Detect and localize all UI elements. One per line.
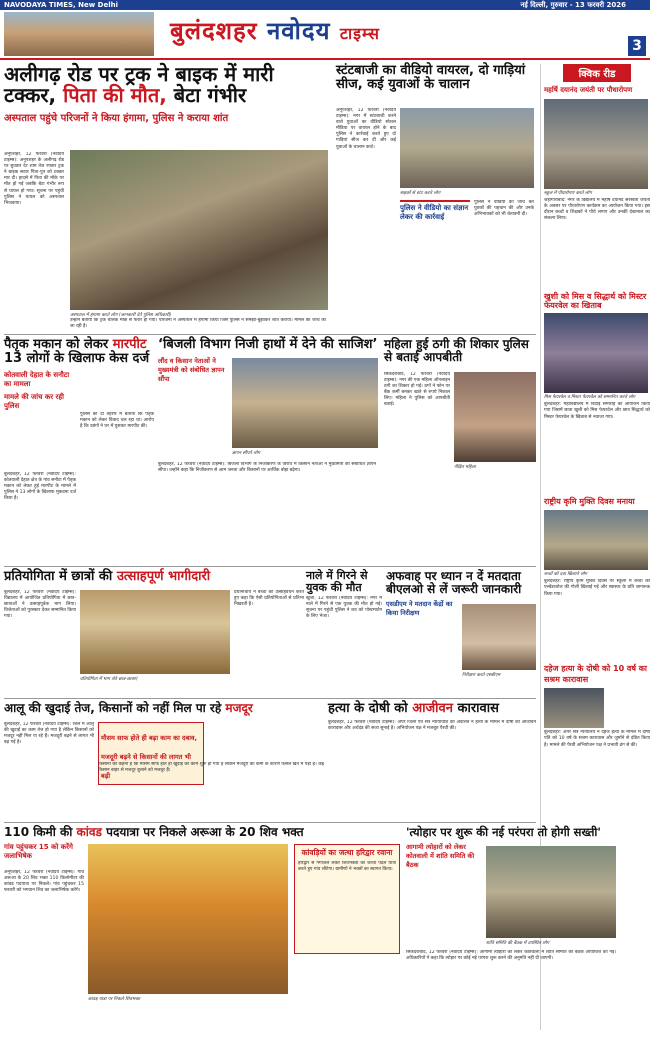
story11-body: अनूपशहर, 12 फरवरी (नवोदय टाइम्स): गांव अरूआ के 20 शिव भक्त 110 किलोमीटर की कांवड पदयात्रा पर निकले। गांव पहुंचकर 15 फरवरी को भगवान शिव का जलाभिषेक करेंगे।	[4, 870, 84, 894]
sidebar-headline2: खुशी को मिस व सिद्धार्थ को मिस्टर फेयरवेल का खिताब	[544, 292, 647, 311]
story-kanwar-yatra	[4, 826, 402, 1036]
sidebar-photo1	[544, 99, 648, 189]
story6-body-2: प्रधानाचार्य ने बच्चों का उत्साहवर्धन करते हुए कहा कि ऐसी प्रतियोगिताओं से प्रतिभा निखरती है।	[234, 590, 304, 608]
story12-headline: 'त्योहार पर शुरू की नई परंपरा तो होगी सख्ती'	[406, 825, 601, 839]
story6-headline-a: प्रतियोगिता में छात्रों की	[4, 569, 113, 584]
story6-caption: प्रतियोगिता में भाग लेते छात्र-छात्राएं	[80, 677, 138, 682]
story4-headline: ‘बिजली विभाग निजी हाथों में देने की साजिश’	[158, 337, 378, 352]
title-brand: नवोदय	[266, 17, 331, 45]
story-student-competition	[4, 570, 304, 696]
story4-caption: ज्ञापन सौंपते लोग	[232, 451, 261, 456]
story2-headline: स्टंटबाजी का वीडियो वायरल, दो गाड़ियां सीज, कई युवाओं के चालान	[336, 63, 526, 92]
story-stunt-video	[336, 64, 534, 334]
story-life-imprisonment	[328, 702, 536, 820]
sidebar-photo4	[544, 688, 604, 728]
story1-photo	[70, 150, 328, 310]
story3-bullet1: कोतवाली देहात के सनौटा का मामला	[4, 371, 70, 389]
story8-sub: एसडीएम ने मतदान केंद्रों का किया निरीक्षण	[386, 600, 453, 618]
story2-caption: बाइकों से स्टंट करते लोग	[400, 191, 441, 196]
story-potato-harvest	[4, 702, 324, 820]
story5-headline: महिला हुई ठगी की शिकार पुलिस से बताई आपबीती	[384, 337, 529, 364]
story9-headline-a: आलू की खुदाई तेज, किसानों को नहीं मिल पा रहे	[4, 701, 222, 715]
story-ancestral-house-fight	[4, 338, 154, 564]
sidebar-headline1: महर्षि दयानंद जयंती पर पौधारोपण	[544, 86, 633, 94]
story10-headline-b: आजीवन	[412, 701, 453, 716]
story9-body: बुलंदशहर, 12 फरवरी (नवोदय टाइम्स): जिले में आलू की खुदाई का काम तेज हो गया है लेकिन किसानों को मजदूर नहीं मिल पा रहे हैं। मजदूरी बढ़ने से लागत भी बढ़ गई है।	[4, 722, 94, 746]
story-truck-accident	[4, 62, 330, 318]
story10-body: बुलंदशहर, 12 फरवरी (नवोदय टाइम्स): अपर जिला एवं सत्र न्यायाधीश की अदालत ने हत्या के मामले में दोषी को आजीवन कारावास और अर्थदंड की सजा सुनाई है। अभियोजन पक्ष ने मजबूत पैरवी की।	[328, 719, 536, 731]
story1-headline-a: अलीगढ़ रोड पर ट्रक ने बाइक में मारी	[4, 62, 274, 86]
story11-headline	[4, 826, 402, 839]
story10-headline	[328, 702, 536, 716]
masthead	[0, 0, 650, 58]
story4-sub: लौंद व किसान नेताओं ने मुख्यमंत्री को संबोधित ज्ञापन सौंपा	[158, 356, 225, 383]
story-voter-awareness	[386, 570, 536, 696]
story5-photo	[454, 372, 536, 462]
section-divider-3	[4, 698, 536, 699]
story8-headline: अफवाह पर ध्यान न दें मतदाता बीएलओ से लें जरूरी जानकारी	[386, 569, 522, 596]
sidebar-photo2	[544, 313, 648, 393]
masthead-photo	[4, 12, 154, 56]
story12-photo	[486, 846, 616, 938]
title-times: टाइम्स	[339, 24, 380, 43]
story11-box	[294, 844, 400, 954]
story12-caption: शांति समिति की बैठक में उपस्थित लोग	[486, 941, 550, 946]
masthead-title	[170, 14, 380, 47]
story4-headline-text: बिजली विभाग निजी हाथों में देने की साजिश	[162, 337, 373, 352]
sidebar-caption1: स्कूल में पौधारोपण करते लोग	[544, 191, 592, 196]
sidebar-headline3: राष्ट्रीय कृमि मुक्ति दिवस मनाया	[544, 497, 635, 507]
story9-headline	[4, 702, 324, 715]
story1-body: अनूपशहर, 12 फरवरी (नवोदय टाइम्स): अनूपशहर के अलीगढ़ रोड पर बुधवार देर शाम तेज रफ्तार ट्रक ने बाइक सवार पिता-पुत्र को टक्कर मार दी। हादसे में पिता की मौके पर मौत हो गई जबकि बेटा गंभीर रूप से घायल हो गया। सूचना पर पहुंची पुलिस ने घायल को अस्पताल भिजवाया।	[4, 152, 64, 206]
story4-photo	[232, 358, 378, 448]
story8-caption: निरीक्षण करते एसडीएम	[462, 673, 501, 678]
story1-headline	[4, 64, 330, 106]
story6-photo	[80, 590, 230, 674]
story3-bullet2: मामले की जांच कर रही पुलिस	[4, 393, 64, 411]
story10-headline-a: हत्या के दोषी को	[328, 701, 408, 716]
sidebar-body1: जहांगीराबाद: नगर के विद्यालय में महर्षि दयानंद सरस्वती जयंती के अवसर पर पौधारोपण कार्यक्रम का आयोजन किया गया। इस दौरान बच्चों व शिक्षकों ने पौधे लगाए और उनकी देखभाल का संकल्प लिया।	[544, 198, 650, 222]
story3-body-2: बुलंदशहर, 12 फरवरी (नवोदय टाइम्स): कोतवाली देहात क्षेत्र के गांव सनौटा में पैतृक मकान को लेकर हुई मारपीट के मामले में पुलिस ने 13 लोगों के खिलाफ मुकदमा दर्ज किया है।	[4, 472, 76, 502]
edition-date: नई दिल्ली, गुरुवार - 13 फरवरी 2026	[520, 1, 626, 9]
story-woman-fraud	[384, 338, 536, 564]
story11-caption: कांवड़ यात्रा पर निकले शिवभक्त	[88, 997, 141, 1002]
story9-sub: मौसम साफ होते ही बढ़ा काम का दबाव, मजदूरी बढ़ने से किसानों की लागत भी बढ़ी	[101, 734, 197, 780]
sidebar-caption2: मिस फेयरवेल व मिस्टर फेयरवेल को सम्मानित करते लोग	[544, 395, 636, 401]
story5-body: सिकंदराबाद, 12 फरवरी (नवोदय टाइम्स): नगर की एक महिला ऑनलाइन ठगी का शिकार हो गई। ठगों ने फोन पर बैंक कर्मी बनकर खाते से रुपये निकाल लिए। महिला ने पुलिस को आपबीती बताई।	[384, 372, 450, 408]
story1-body-cols: उन्होंने बताया कि ट्रक चालक मौके से फरार हो गया। परिजनों ने अस्पताल में हंगामा किया जिसे पुलिस ने समझा-बुझाकर शांत कराया। मामले की जांच की जा रही है।	[70, 318, 326, 330]
title-city: बुलंदशहर	[170, 17, 258, 45]
story9-body-2: किसानों का कहना है कि मौसम साफ होते ही खुदाई का काम शुरू हो गया है लेकिन मजदूरों की कमी के कारण फसल खेत में पड़ी है। कई किसान बाहर से मजदूर बुलाने को मजबूर हैं।	[98, 762, 324, 774]
story3-headline-b: मारपीट	[112, 337, 147, 352]
story2-body: अनूपशहर, 12 फरवरी (नवोदय टाइम्स): नगर में स्टंटबाजी करने वाले युवाओं का वीडियो सोशल मीडिया पर वायरल होने के बाद पुलिस ने कार्रवाई करते हुए दो गाड़ियां सीज कर दीं और कई युवाओं के चालान काटे।	[336, 108, 396, 150]
story7-body: खुर्जा, 12 फरवरी (नवोदय टाइम्स): नगर में नाले में गिरने से एक युवक की मौत हो गई। सूचना पर पहुंची पुलिस ने शव को पोस्टमार्टम के लिए भेजा।	[306, 596, 382, 620]
story11-headline-a: 110 किमी की	[4, 825, 73, 839]
story1-headline-d: बेटा गंभीर	[173, 83, 247, 107]
sidebar-body4: बुलंदशहर: अपर सत्र न्यायालय ने दहेज हत्या के मामले में दोषी पति को 10 वर्ष के सश्रम कारावास और जुर्माने से दंडित किया है। मामले की पैरवी अभियोजन पक्ष ने प्रभावी ढंग से की।	[544, 730, 650, 748]
sidebar-label: क्विक रीड	[563, 64, 631, 82]
sidebar-body3: बुलंदशहर: राष्ट्रीय कृमि मुक्ति दिवस पर स्कूलों में बच्चों को एल्बेंडाजोल की गोली खिलाई गई और स्वास्थ्य के प्रति जागरूक किया गया।	[544, 579, 650, 597]
story3-body: पुलिस को दी तहरीर में बताया कि पैतृक मकान को लेकर विवाद चल रहा था। आरोप है कि दबंगों ने घर में घुसकर मारपीट की।	[80, 412, 154, 430]
story1-subhead: अस्पताल पहुंचे परिजनों ने किया हंगामा, पुलिस ने कराया शांत	[4, 113, 229, 124]
story11-box-title: कांवड़ियों का जत्था हरिद्वार रवाना	[301, 848, 393, 857]
story3-headline-c: 13 लोगों के खिलाफ केस दर्ज	[4, 350, 150, 366]
story6-body: बुलंदशहर, 12 फरवरी (नवोदय टाइम्स): विद्यालय में आयोजित प्रतियोगिता में छात्र-छात्राओं ने उत्साहपूर्वक भाग लिया। विजेताओं को पुरस्कार देकर सम्मानित किया गया।	[4, 590, 76, 620]
story12-body: सिकंदराबाद, 12 फरवरी (नवोदय टाइम्स): आगामी त्योहारों को लेकर कोतवाली में शांति समिति की बैठक आयोजित की गई। अधिकारियों ने कहा कि त्योहार पर कोई नई परंपरा शुरू करने की अनुमति नहीं दी जाएगी।	[406, 950, 616, 962]
story1-headline-b: टक्कर,	[4, 83, 57, 107]
page-number: 3	[628, 36, 646, 56]
edition-label: NAVODAYA TIMES, New Delhi	[4, 1, 118, 9]
story11-box-body: हरिद्वार से गंगाजल लेकर शिवभक्तों का जत्था पैदल यात्रा करते हुए गांव लौटेगा। ग्रामीणों ने भक्तों का स्वागत किया।	[298, 861, 396, 873]
story3-headline-a: पैतृक मकान को लेकर	[4, 337, 109, 352]
story10-headline-c: कारावास	[457, 701, 499, 716]
story1-headline-c: पिता की मौत,	[63, 83, 167, 107]
sidebar-photo3	[544, 510, 648, 570]
story2-body-2: पुलिस ने वीडियो की जांच कर युवकों की पहचान की और उनके अभिभावकों को भी चेतावनी दी।	[474, 200, 534, 218]
story6-headline-b: उत्साहपूर्ण भागीदारी	[116, 569, 211, 584]
story8-photo	[462, 604, 536, 670]
story2-sub	[400, 200, 470, 222]
section-divider-1	[4, 334, 536, 335]
section-divider-4	[4, 822, 536, 823]
story-festival-tradition	[406, 826, 644, 1036]
sidebar-body2: बुलंदशहर: महाविद्यालय में विदाई समारोह का आयोजन किया गया जिसमें छात्रा खुशी को मिस फेयरवेल और छात्र सिद्धार्थ को मिस्टर फेयरवेल के खिताब से नवाजा गया।	[544, 402, 650, 420]
story3-headline	[4, 338, 154, 365]
story5-caption: पीड़ित महिला	[454, 465, 476, 470]
story11-headline-c: पदयात्रा पर निकले अरूआ के 20 शिव भक्त	[106, 825, 304, 839]
story6-headline	[4, 570, 304, 584]
sidebar-headline4: दहेज हत्या के दोषी को 10 वर्ष का सश्रम कारावास	[544, 664, 648, 685]
sidebar-caption3: बच्चों को दवा खिलाते लोग	[544, 572, 588, 578]
story1-caption: अस्पताल में हंगामा करते लोग (जानकारी देते पुलिस अधिकारी)	[70, 313, 172, 318]
section-divider-2	[4, 566, 536, 567]
story11-sub: गांव पहुंचकर 15 को करेंगे जलाभिषेक	[4, 842, 73, 860]
story-electricity-privatisation	[158, 338, 378, 564]
masthead-rule	[0, 58, 650, 60]
story2-photo	[400, 108, 534, 188]
story-drain-death	[306, 570, 382, 696]
story11-photo	[88, 844, 288, 994]
story7-headline: नाले में गिरने से युवक की मौत	[306, 569, 368, 594]
story4-body: बुलंदशहर, 12 फरवरी (नवोदय टाइम्स): बिजली विभाग के निजीकरण के विरोध में किसान नेताओं ने मुख्यमंत्री को संबोधित ज्ञापन सौंपा। उन्होंने कहा कि निजीकरण से आम जनता और किसानों पर आर्थिक बोझ बढ़ेगा।	[158, 462, 376, 474]
story11-headline-b: कांवड	[76, 825, 102, 839]
story2-sub-text: पुलिस ने वीडियो का संज्ञान लेकर की कार्रवाई	[400, 204, 469, 221]
story9-headline-b: मजदूर	[225, 701, 253, 715]
story12-sub: आगामी त्योहारों को लेकर कोतवाली में शांति समिति की बैठक	[406, 843, 475, 870]
